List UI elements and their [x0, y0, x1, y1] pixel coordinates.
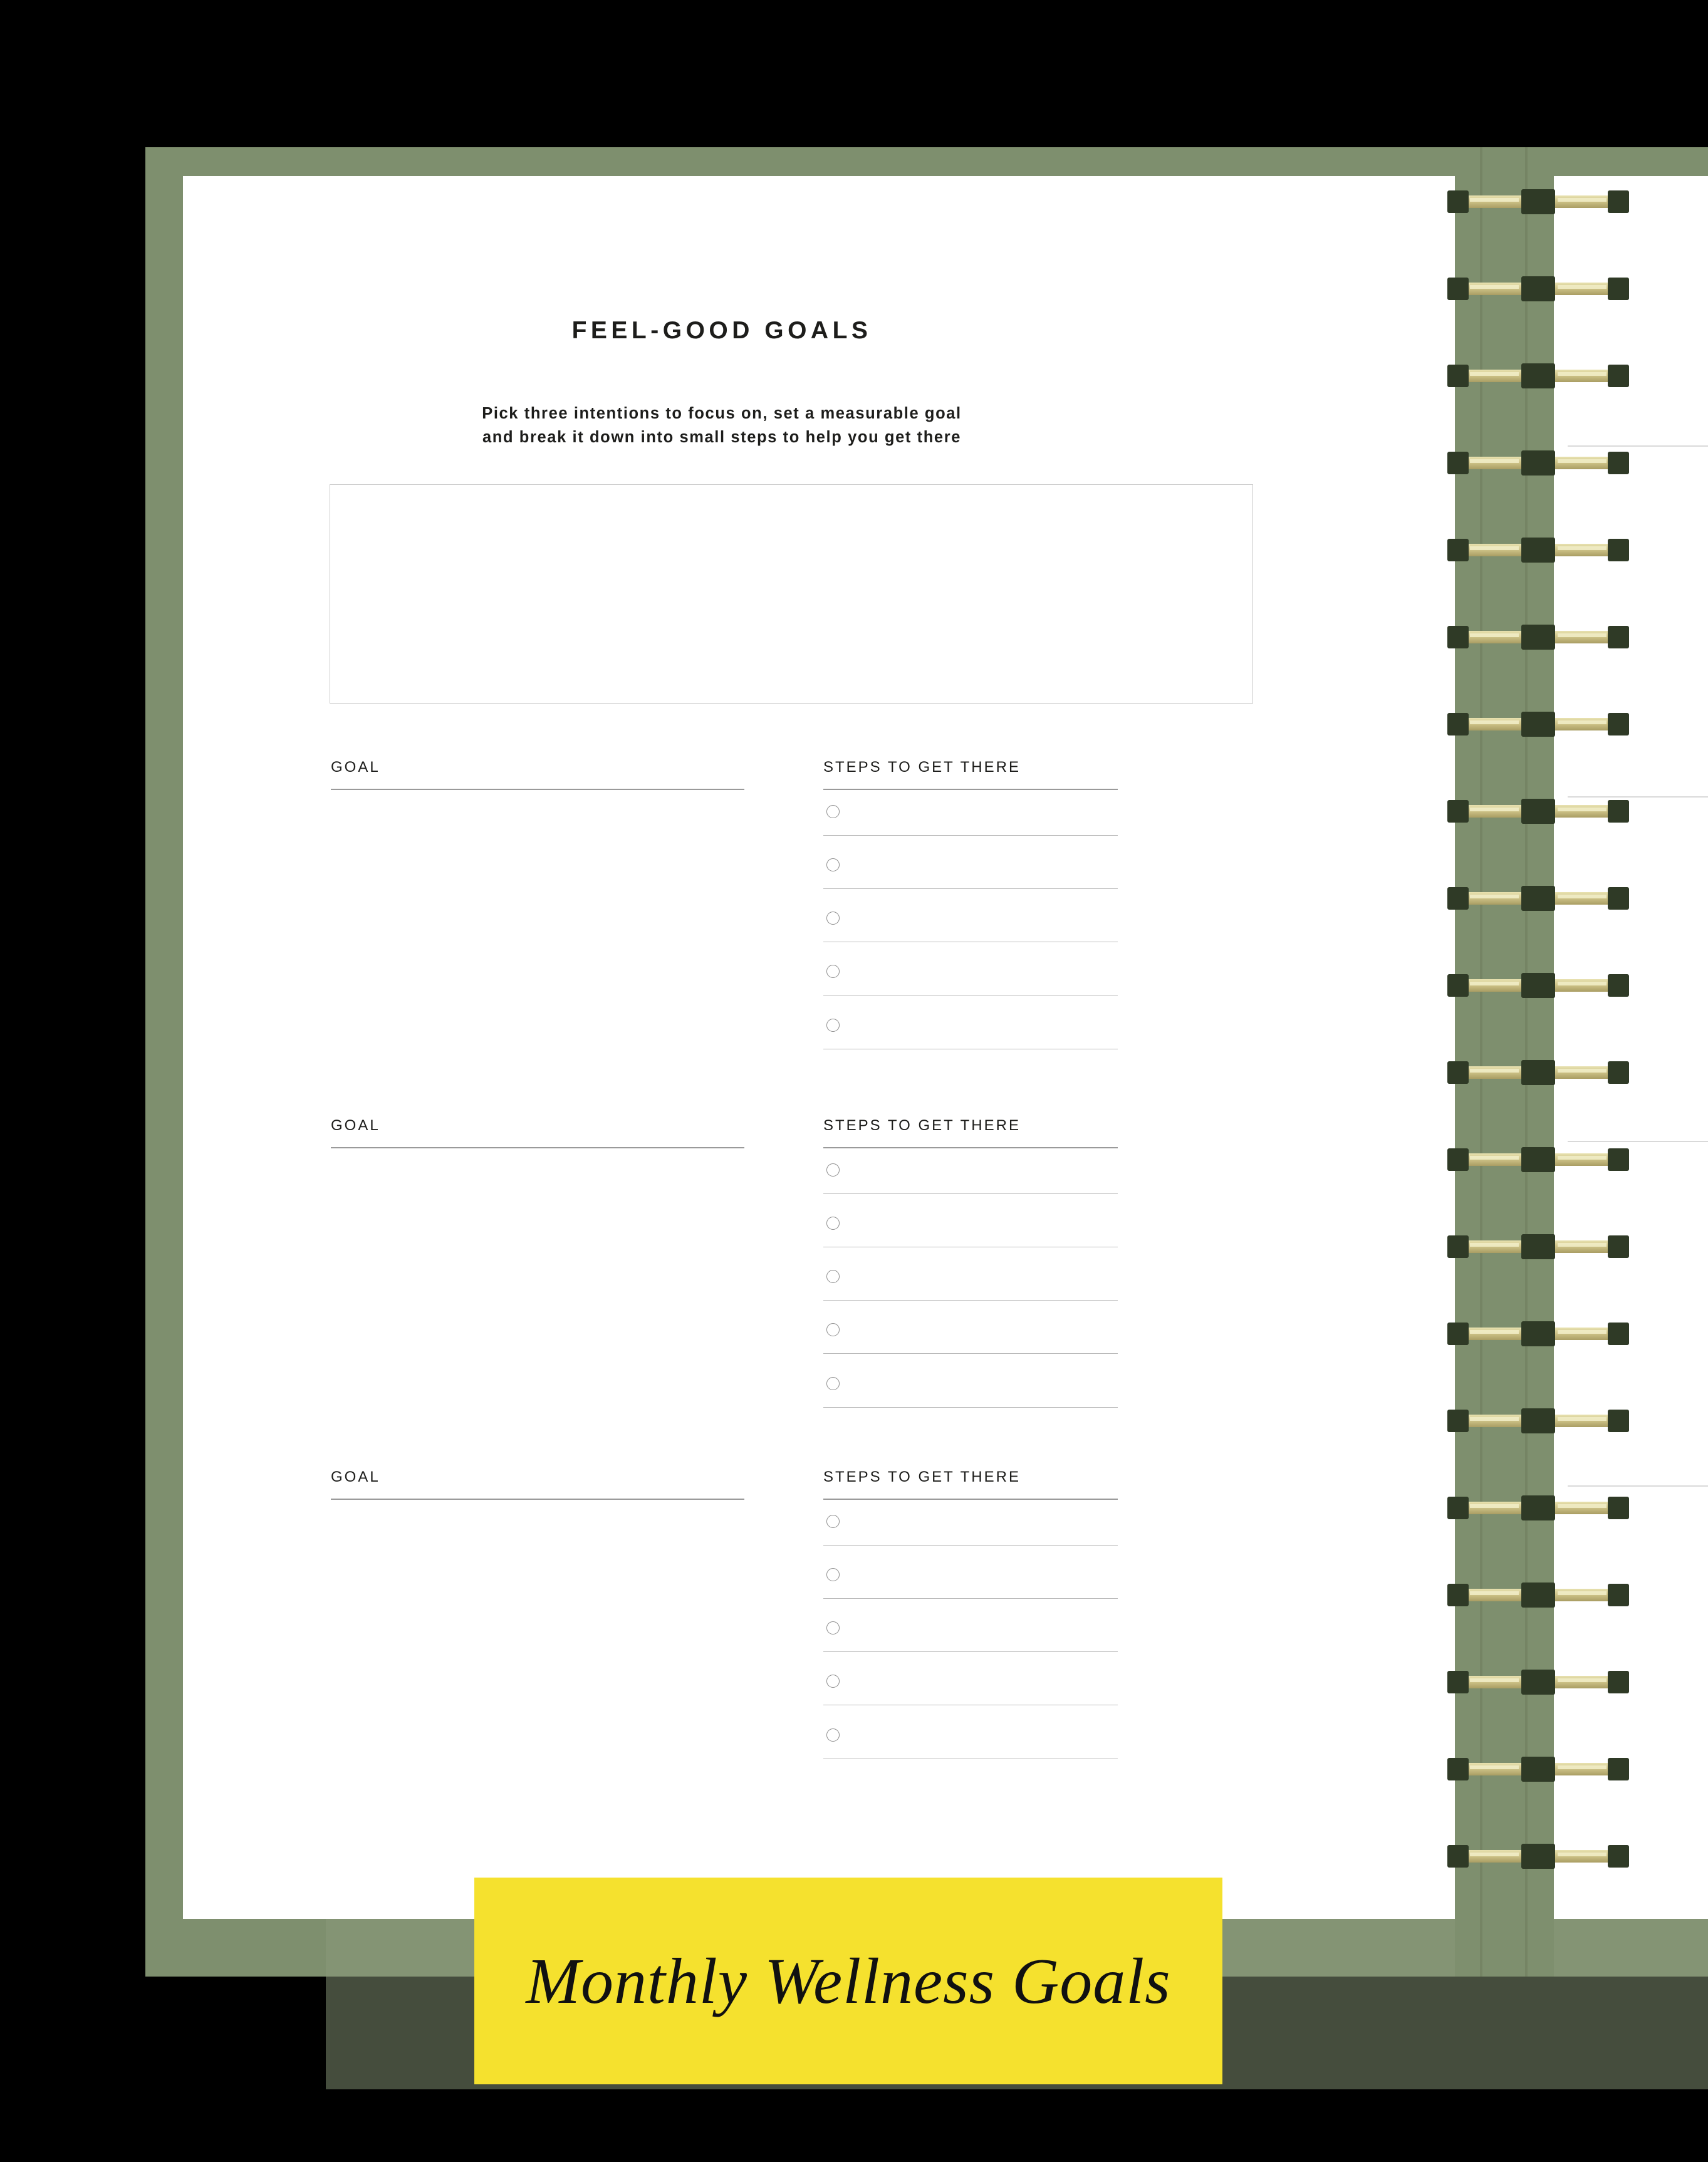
step-item[interactable]	[823, 1666, 1118, 1706]
checkbox-circle-icon[interactable]	[826, 1728, 840, 1742]
spiral-coil-icon	[1447, 1755, 1629, 1783]
caption-text: Monthly Wellness Goals	[526, 1945, 1171, 2017]
checkbox-circle-icon[interactable]	[826, 1270, 840, 1283]
steps-label: STEPS TO GET THERE	[823, 1468, 1021, 1485]
spiral-coil-icon	[1447, 1407, 1629, 1435]
checkbox-circle-icon[interactable]	[826, 1377, 840, 1390]
step-item[interactable]	[823, 956, 1118, 996]
steps-label: STEPS TO GET THERE	[823, 1117, 1021, 1134]
spiral-coil-icon	[1447, 798, 1629, 825]
spiral-binding	[1441, 188, 1629, 1923]
caption-banner	[474, 1878, 1222, 2084]
checkbox-circle-icon[interactable]	[826, 1515, 840, 1528]
page-subtitle-line-1: Pick three intentions to focus on, set a measurable goal	[482, 405, 962, 422]
checkbox-circle-icon[interactable]	[826, 805, 840, 818]
goal-write-line[interactable]	[331, 1147, 744, 1148]
goal-write-line[interactable]	[331, 1499, 744, 1500]
goal-label: GOAL	[331, 759, 380, 776]
step-item[interactable]	[823, 1010, 1118, 1050]
step-item[interactable]	[823, 1720, 1118, 1760]
spiral-coil-icon	[1447, 1494, 1629, 1522]
checkbox-circle-icon[interactable]	[826, 1568, 840, 1581]
step-write-line[interactable]	[823, 1598, 1118, 1599]
planner-page	[183, 176, 1455, 1919]
spiral-coil-icon	[1447, 1320, 1629, 1348]
step-write-line[interactable]	[823, 835, 1118, 836]
spiral-coil-icon	[1447, 449, 1629, 477]
steps-header-rule	[823, 1147, 1118, 1148]
page-subtitle	[183, 402, 1261, 450]
step-item[interactable]	[823, 903, 1118, 943]
step-item[interactable]	[823, 1613, 1118, 1653]
checkbox-circle-icon[interactable]	[826, 1675, 840, 1688]
intentions-input-box[interactable]	[330, 484, 1253, 704]
step-item[interactable]	[823, 1314, 1118, 1354]
step-write-line[interactable]	[823, 1300, 1118, 1301]
goal-label: GOAL	[331, 1117, 380, 1134]
checkbox-circle-icon[interactable]	[826, 1217, 840, 1230]
step-write-line[interactable]	[823, 1545, 1118, 1546]
checkbox-circle-icon[interactable]	[826, 1163, 840, 1177]
spiral-coil-icon	[1447, 1146, 1629, 1173]
step-write-line[interactable]	[823, 1353, 1118, 1354]
step-item[interactable]	[823, 1261, 1118, 1301]
spiral-coil-icon	[1447, 275, 1629, 303]
step-write-line[interactable]	[823, 1407, 1118, 1408]
checkbox-circle-icon[interactable]	[826, 912, 840, 925]
step-item[interactable]	[823, 1368, 1118, 1408]
checkbox-circle-icon[interactable]	[826, 1621, 840, 1634]
spiral-coil-icon	[1447, 1842, 1629, 1870]
spiral-coil-icon	[1447, 972, 1629, 999]
step-write-line[interactable]	[823, 888, 1118, 889]
step-write-line[interactable]	[823, 1193, 1118, 1194]
spiral-coil-icon	[1447, 362, 1629, 390]
checkbox-circle-icon[interactable]	[826, 1019, 840, 1032]
steps-label: STEPS TO GET THERE	[823, 759, 1021, 776]
steps-header-rule	[823, 1499, 1118, 1500]
step-item[interactable]	[823, 796, 1118, 836]
page-subtitle-line-2: and break it down into small steps to help you get there	[482, 429, 962, 447]
step-item[interactable]	[823, 1155, 1118, 1195]
checkbox-circle-icon[interactable]	[826, 1323, 840, 1336]
spiral-coil-icon	[1447, 1581, 1629, 1609]
goal-label: GOAL	[331, 1468, 380, 1485]
spiral-coil-icon	[1447, 623, 1629, 651]
spiral-coil-icon	[1447, 1233, 1629, 1260]
steps-header-rule	[823, 789, 1118, 790]
spiral-coil-icon	[1447, 536, 1629, 564]
step-item[interactable]	[823, 850, 1118, 890]
spiral-coil-icon	[1447, 710, 1629, 738]
step-item[interactable]	[823, 1208, 1118, 1248]
checkbox-circle-icon[interactable]	[826, 965, 840, 978]
step-write-line[interactable]	[823, 1651, 1118, 1652]
spiral-coil-icon	[1447, 885, 1629, 912]
checkbox-circle-icon[interactable]	[826, 858, 840, 871]
page-content	[183, 176, 1455, 1919]
spiral-coil-icon	[1447, 188, 1629, 216]
spiral-coil-icon	[1447, 1668, 1629, 1696]
page-title: FEEL-GOOD GOALS	[571, 317, 872, 344]
step-item[interactable]	[823, 1559, 1118, 1599]
goal-write-line[interactable]	[331, 789, 744, 790]
step-item[interactable]	[823, 1506, 1118, 1546]
spiral-coil-icon	[1447, 1059, 1629, 1086]
